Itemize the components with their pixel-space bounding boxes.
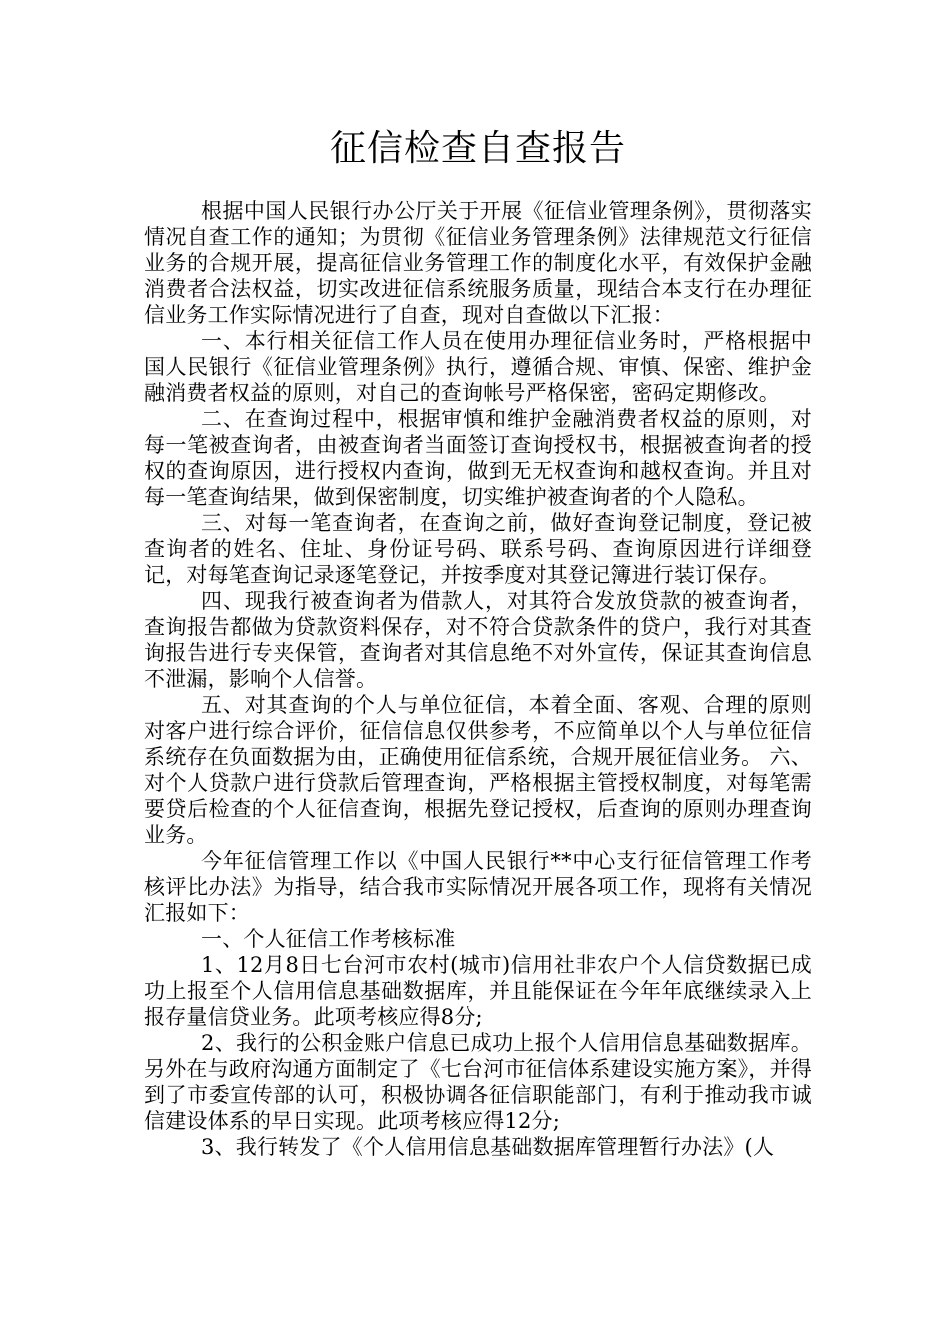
intro-paragraph: 根据中国人民银行办公厅关于开展《征信业管理条例》，贯彻落实情况自查工作的通知；为贯彻《征信业务管理条例》法律规范文行征信业务的合规开展，提高征信业务管理工作的制度化水平，有效保护金融消费者合法权益，切实改进征信系统服务质量，现结合本支行在办理征信业务工作实际情况进行了自查，现对自查做以下汇报： <box>144 199 812 327</box>
document-title: 征信检查自查报告 <box>329 128 626 169</box>
standard-item-2: 2、我行的公积金账户信息已成功上报个人信用信息基础数据库。另外在与政府沟通方面制定了《七台河市征信体系建设实施方案》，并得到了市委宣传部的认可，积极协调各征信职能部门，有利于推动我市诚信建设体系的早日实现。此项考核应得12分; <box>144 1031 812 1133</box>
standard-item-3: 3、我行转发了《个人信用信息基础数据库管理暂行办法》(人 <box>201 1135 775 1159</box>
section-heading-personal-credit: 一、个人征信工作考核标准 <box>201 927 456 951</box>
paragraph-item-5-6: 五、对其查询的个人与单位征信，本着全面、客观、合理的原则对客户进行综合评价，征信信息仅供参考，不应简单以个人与单位征信系统存在负面数据为由，正确使用征信系统，合规开展征信业务。 六、对个人贷款户进行贷款后管理查询，严格根据主管授权制度，对每笔需要贷后检查的个人征信查询，根据先登记授权，后查询的原则办理查询业务。 <box>144 693 812 847</box>
paragraph-item-2: 二、在查询过程中，根据审慎和维护金融消费者权益的原则，对每一笔被查询者，由被查询者当面签订查询授权书，根据被查询者的授权的查询原因，进行授权内查询，做到无无权查询和越权查询。并且对每一笔查询结果，做到保密制度，切实维护被查询者的个人隐私。 <box>144 407 812 509</box>
paragraph-item-3: 三、对每一笔查询者，在查询之前，做好查询登记制度，登记被查询者的姓名、住址、身份证号码、联系号码、查询原因进行详细登记，对每笔查询记录逐笔登记，并按季度对其登记簿进行装订保存。 <box>144 511 812 587</box>
paragraph-item-4: 四、现我行被查询者为借款人，对其符合发放贷款的被查询者，查询报告都做为贷款资料保存，对不符合贷款条件的贷户，我行对其查询报告进行专夹保管，查询者对其信息绝不对外宣传，保证其查询信息不泄漏，影响个人信誉。 <box>144 589 812 691</box>
paragraph-item-1: 一、本行相关征信工作人员在使用办理征信业务时，严格根据中国人民银行《征信业管理条例》执行，遵循合规、审慎、保密、维护金融消费者权益的原则，对自己的查询帐号严格保密，密码定期修改。 <box>144 329 812 405</box>
standard-item-1: 1、12月8日七台河市农村(城市)信用社非农户个人信贷数据已成功上报至个人信用信息基础数据库，并且能保证在今年年底继续录入上报存量信贷业务。此项考核应得8分; <box>144 953 812 1029</box>
document-page <box>144 124 812 1160</box>
annual-work-paragraph: 今年征信管理工作以《中国人民银行**中心支行征信管理工作考核评比办法》为指导，结合我市实际情况开展各项工作，现将有关情况汇报如下： <box>144 849 812 925</box>
